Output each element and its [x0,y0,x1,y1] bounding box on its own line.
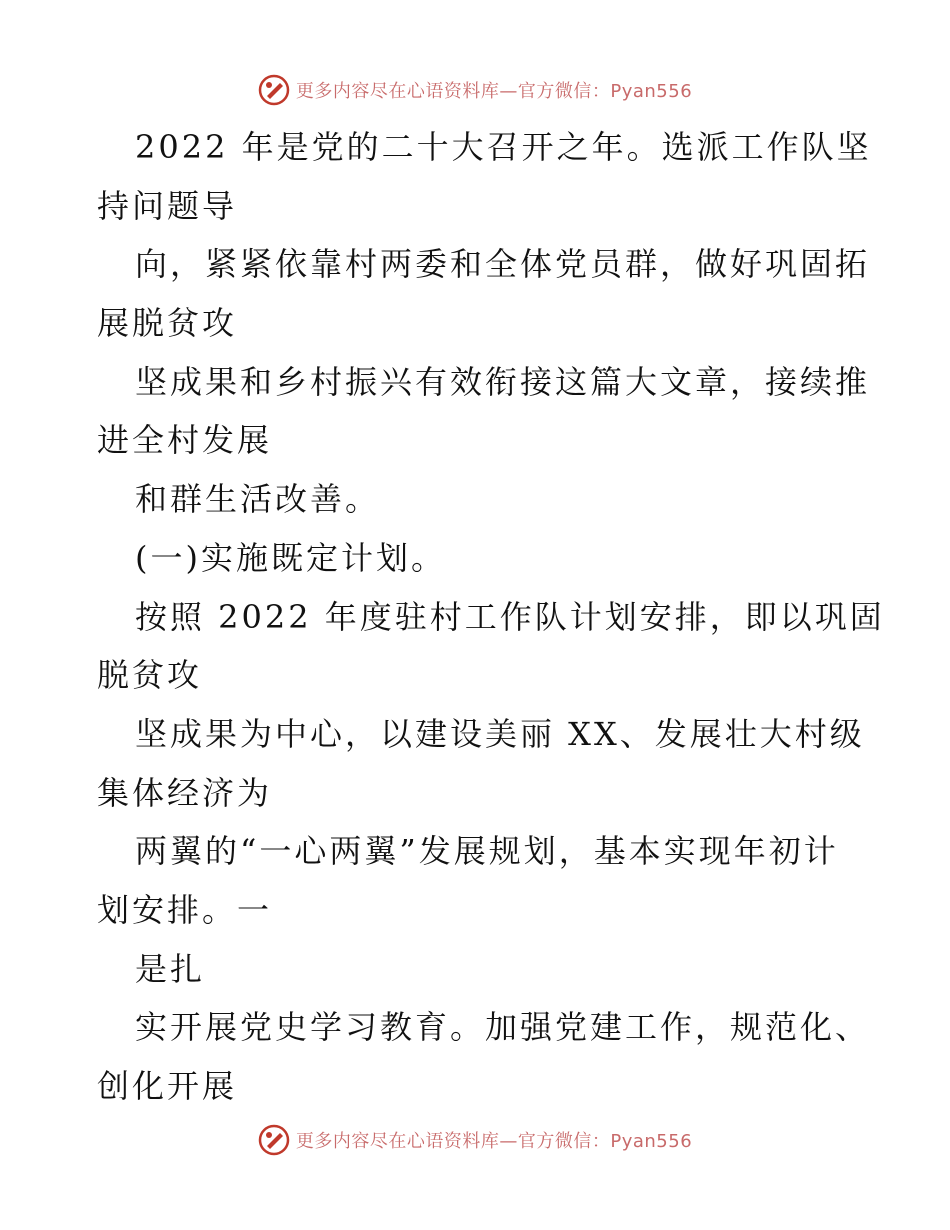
text-line: 坚成果为中心，以建设美丽 XX、发展壮大村级 [135,714,865,753]
text-line: 两翼的“一心两翼”发展规划，基本实现年初计 [135,832,839,871]
text-line: 坚成果和乡村振兴有效衔接这篇大文章，接续推 [135,362,871,401]
text-line: 划安排。一 [97,890,273,929]
text-line: 向，紧紧依靠村两委和全体党员群，做好巩固拓 [135,245,871,284]
text-line: 脱贫攻 [97,656,203,695]
text-line: 进全村发展 [97,421,273,460]
text-line: 和群生活改善。 [135,480,381,519]
text-line: 展脱贫攻 [97,304,238,343]
logo-icon [258,1124,290,1156]
text-line: 是扎 [135,949,206,988]
text-line: 实开展党史学习教育。加强党建工作，规范化、 [135,1008,871,1047]
logo-icon [258,74,290,106]
watermark-footer [0,1120,950,1160]
document-body [97,118,885,1116]
watermark-header [0,70,950,110]
watermark-text: 更多内容尽在心语资料库—官方微信：Pyan556 [295,81,693,102]
text-line: (一)实施既定计划。 [135,538,446,577]
text-line: 按照 2022 年度驻村工作队计划安排，即以巩固 [135,597,885,636]
text-line: 创化开展 [97,1067,238,1105]
text-line: 持问题导 [97,186,238,225]
text-line: 集体经济为 [97,773,273,812]
text-line: 2022 年是党的二十大召开之年。选派工作队坚 [135,128,872,166]
watermark-text: 更多内容尽在心语资料库—官方微信：Pyan556 [295,1131,693,1152]
